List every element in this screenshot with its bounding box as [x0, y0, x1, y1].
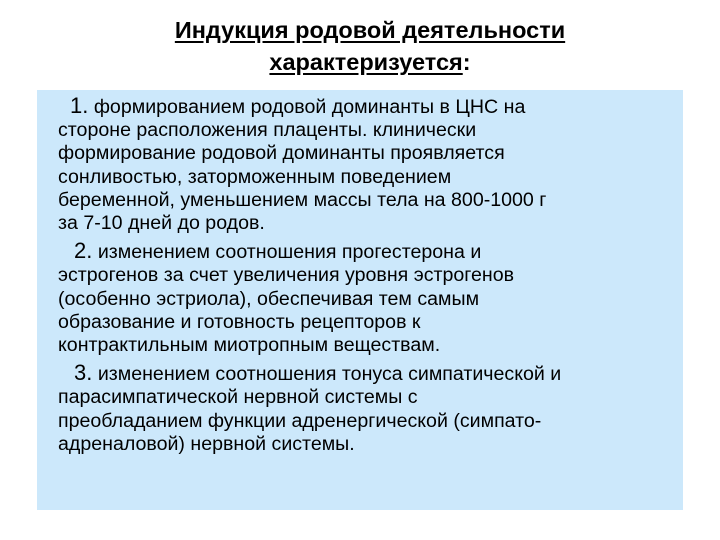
item-3-first-line — [74, 361, 675, 386]
item-1-line-2: стороне расположения плаценты. клинически — [58, 119, 477, 142]
title-line-2-colon: : — [462, 49, 471, 75]
item-3-number: 3. — [74, 360, 93, 386]
content-panel — [37, 90, 683, 510]
item-2-line-1: изменением соотношения прогестерона и — [97, 241, 482, 264]
item-3-line-2: парасимпатической нервной системы с — [58, 386, 418, 409]
item-1-line-5: беременной, уменьшением массы тела на 800-1000 г — [58, 188, 547, 211]
item-1-line-4: сонливостью, заторможенным поведением — [58, 165, 452, 188]
title-line-2 — [269, 49, 470, 75]
item-2-first-line — [74, 239, 675, 264]
list-item-1 — [58, 93, 675, 235]
item-1-line-3: формирование родовой доминанты проявляется — [58, 142, 505, 165]
item-2-line-2: эстрогенов за счет увеличения уровня эстрогенов — [58, 264, 515, 287]
item-1-line-1: формированием родовой доминанты в ЦНС на — [93, 96, 526, 118]
item-1-number: 1. — [70, 93, 89, 118]
item-2-line-4: образование и готовность рецепторов к — [58, 310, 421, 333]
item-2-line-5: контрактильным миотропным веществам. — [58, 334, 441, 357]
item-3-line-1: изменением соотношения тонуса симпатической и — [97, 363, 562, 386]
slide-title — [60, 14, 680, 78]
item-3-line-4: адреналовой) нервной системы. — [58, 432, 355, 455]
item-2-line-3: (особенно эстриола), обеспечивая тем самым — [58, 287, 480, 310]
item-3-line-3: преобладанием функции адренергической (симпато- — [58, 409, 542, 432]
list-item-3 — [58, 360, 675, 456]
list-item-2 — [58, 238, 675, 357]
title-line-1: Индукция родовой деятельности — [174, 17, 566, 43]
item-1-line-6: за 7-10 дней до родов. — [58, 212, 265, 235]
item-1-first-line — [70, 94, 675, 119]
title-line-2-main: характеризуется — [269, 49, 463, 75]
item-2-number: 2. — [74, 238, 93, 264]
